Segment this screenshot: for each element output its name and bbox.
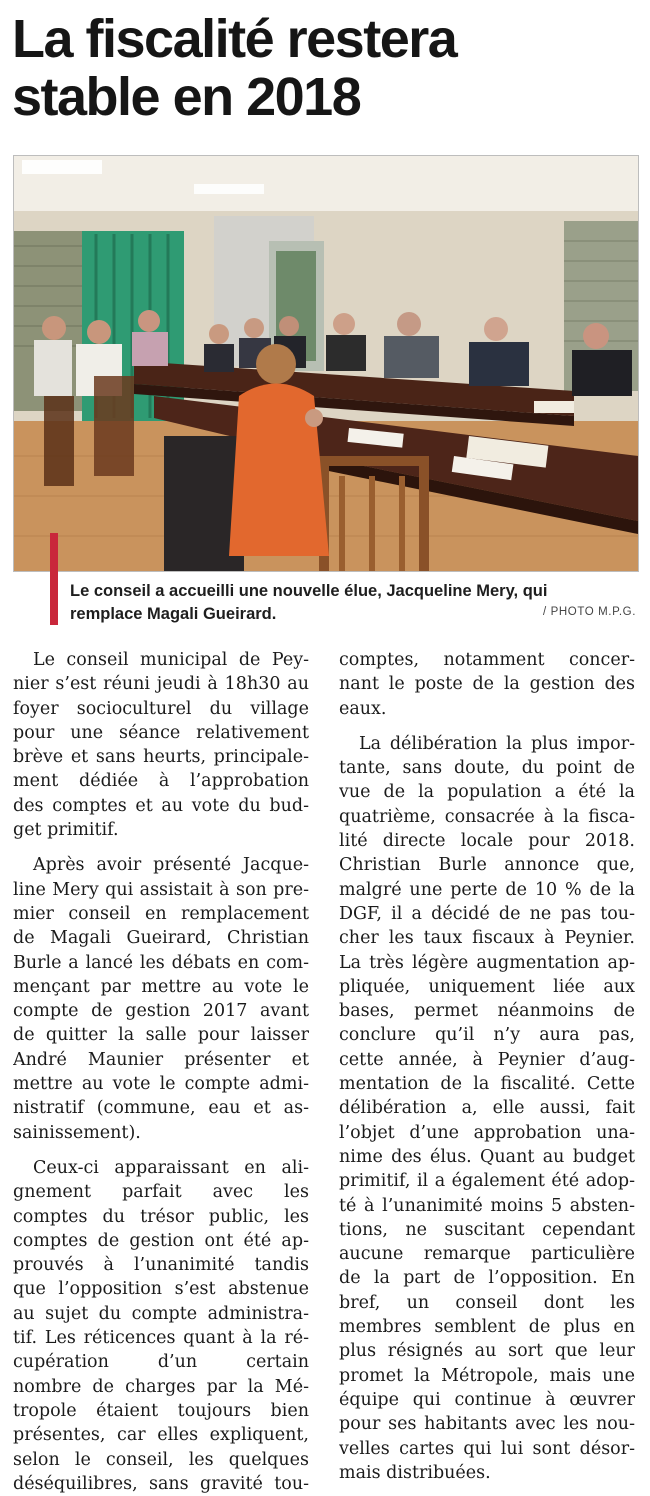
headline-line-1: La fiscalité restera	[12, 9, 457, 69]
body-text-line: sainissement).	[13, 1122, 141, 1143]
caption-accent-bar	[50, 533, 58, 625]
body-text-line: get primitif.	[13, 820, 119, 841]
body-text-line: André Maunier présenter et	[13, 1049, 309, 1070]
article-photo	[13, 155, 639, 572]
body-text-line: velles cartes qui lui sont désor-	[339, 1438, 635, 1459]
body-text-line: foyer socioculturel du village	[13, 698, 309, 719]
body-text-line: gnement parfait avec les	[13, 1182, 309, 1203]
article-body-left-column	[13, 648, 309, 1496]
body-text-line: mier conseil en remplacement	[13, 903, 309, 924]
body-text-line: équipe qui continue à œuvrer	[339, 1389, 635, 1410]
body-text-line: ment dédiée à l’approbation	[13, 771, 309, 792]
caption-line-2: remplace Magali Gueirard.	[70, 605, 277, 623]
body-text-line: promet la Métropole, mais une	[339, 1365, 635, 1386]
body-text-line: cher les taux fiscaux à Peynier.	[339, 928, 635, 949]
body-text-line: comptes de gestion ont été ap-	[13, 1230, 309, 1251]
body-text-line: selon le conseil, les quelques	[13, 1449, 309, 1470]
body-text-line: au sujet du compte administra-	[13, 1303, 309, 1324]
body-text-line: tions, ne suscitant cependant	[339, 1219, 635, 1240]
body-text-line: comptes du trésor public, les	[13, 1206, 309, 1227]
body-text-line: mettre au vote le compte admi-	[13, 1074, 309, 1095]
body-text-line: de quitter la salle pour laisser	[13, 1025, 309, 1046]
body-text-line: plus résignés au sort que leur	[339, 1341, 635, 1362]
article-headline	[12, 10, 642, 126]
body-text-line: eaux.	[339, 698, 387, 719]
body-text-line: té à l’unanimité moins 5 absten-	[339, 1195, 635, 1216]
body-text-line: que l’opposition s’est abstenue	[13, 1279, 309, 1300]
body-text-line: vue de la population a été la	[339, 782, 635, 803]
body-text-line: La très légère augmentation ap-	[339, 952, 635, 973]
body-text-line: La délibération la plus impor-	[359, 733, 635, 754]
body-text-line: délibération a, elle aussi, fait	[339, 1098, 635, 1119]
body-text-line: Après avoir présenté Jacque-	[33, 855, 309, 876]
body-text-line: pliquée, uniquement liée aux	[339, 976, 635, 997]
body-text-line: de la part de l’opposition. En	[339, 1268, 635, 1289]
body-text-line: présentes, car elles expliquent,	[13, 1425, 309, 1446]
body-text-line: mais distribuées.	[339, 1462, 491, 1483]
body-text-line: conclure qu’il n’y aura pas,	[339, 1025, 635, 1046]
body-text-line: nime des élus. Quant au budget	[339, 1146, 635, 1167]
article-body-right-column	[339, 648, 635, 1485]
body-text-line: aucune remarque particulière	[339, 1244, 635, 1265]
body-text-line: Christian Burle annonce que,	[339, 855, 635, 876]
body-text-line: bases, permet néanmoins de	[339, 1001, 635, 1022]
body-text-line: nier s’est réuni jeudi à 18h30 au	[13, 674, 309, 695]
paragraph-gap	[13, 1145, 309, 1156]
body-text-line: prouvés à l’unanimité tandis	[13, 1255, 309, 1276]
body-text-line: cette année, à Peynier d’aug-	[339, 1049, 635, 1070]
body-text-line: tante, sans doute, du point de	[339, 758, 635, 779]
body-text-line: nombre de charges par la Mé-	[13, 1376, 309, 1397]
body-text-line: line Mery qui assistait à son pre-	[13, 879, 309, 900]
body-text-line: bref, un conseil dont les	[339, 1292, 635, 1313]
body-text-line: brève et sans heurts, principale-	[13, 747, 309, 768]
body-text-line: Burle a lancé les débats en com-	[13, 952, 309, 973]
photo-credit: / PHOTO M.P.G.	[543, 606, 636, 618]
body-text-line: nant le poste de la gestion des	[339, 674, 635, 695]
body-text-line: déséquilibres, sans gravité tou-	[13, 1473, 309, 1494]
body-text-line: comptes, notamment concer-	[339, 650, 635, 670]
body-text-line: nistratif (commune, eau et as-	[13, 1098, 309, 1119]
body-text-line: pour ses habitants avec les nou-	[339, 1414, 635, 1435]
body-text-line: malgré une perte de 10 % de la	[339, 879, 635, 900]
headline-line-2: stable en 2018	[12, 67, 361, 127]
body-text-line: Ceux-ci apparaissant en ali-	[33, 1157, 309, 1178]
body-text-line: primitif, il a également été adop-	[339, 1171, 635, 1192]
body-text-line: pour une séance relativement	[13, 722, 309, 743]
body-text-line: tif. Les réticences quant à la ré-	[13, 1328, 309, 1349]
paragraph-gap	[339, 721, 635, 732]
body-text-line: des comptes et au vote du bud-	[13, 795, 309, 816]
body-text-line: mençant par mettre au vote le	[13, 976, 309, 997]
body-text-line: l’objet d’une approbation una-	[339, 1122, 635, 1143]
body-text-line: compte de gestion 2017 avant	[13, 1001, 309, 1022]
body-text-line: lité directe locale pour 2018.	[339, 831, 635, 852]
body-text-line: mentation de la fiscalité. Cette	[339, 1074, 635, 1095]
body-text-line: cupération d’un certain	[13, 1352, 309, 1373]
photo-caption	[70, 580, 630, 626]
body-text-line: membres semblent de plus en	[339, 1317, 635, 1338]
paragraph-gap	[13, 842, 309, 853]
body-text-line: tropole étaient toujours bien	[13, 1400, 309, 1421]
body-text-line: quatrième, consacrée à la fisca-	[339, 806, 635, 827]
body-text-line: de Magali Gueirard, Christian	[13, 928, 309, 949]
body-text-line: DGF, il a décidé de ne pas tou-	[339, 903, 635, 924]
caption-line-1: Le conseil a accueilli une nouvelle élue, Jacqueline Mery, qui	[70, 582, 548, 600]
body-text-line: Le conseil municipal de Pey-	[33, 650, 309, 670]
